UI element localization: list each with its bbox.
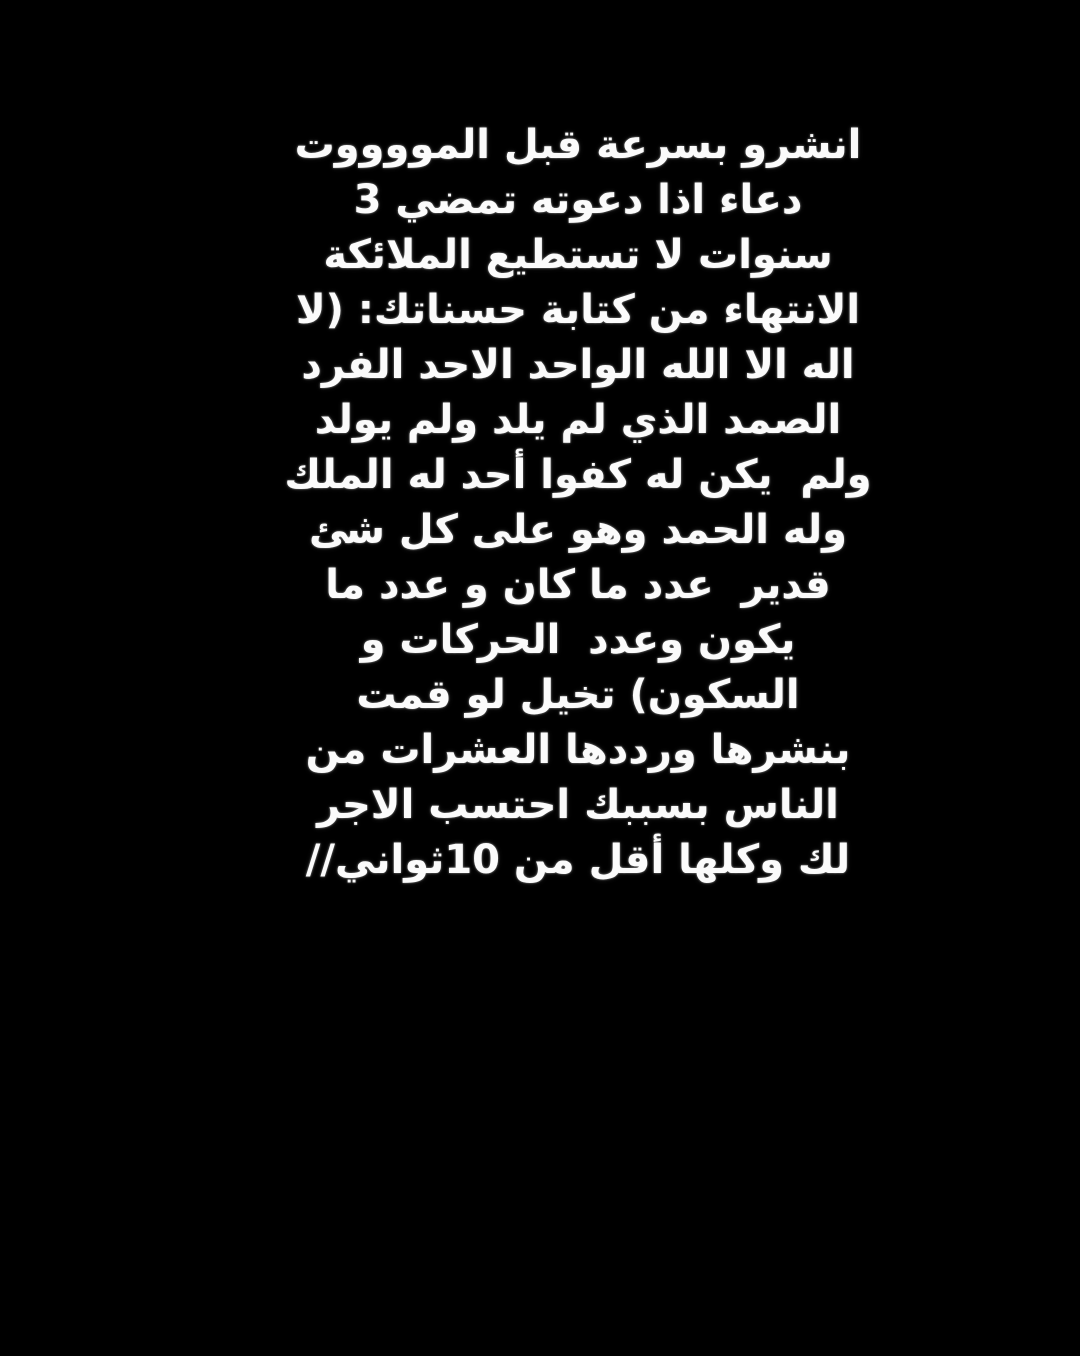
- text-line: وله الحمد وهو على كل شئ: [308, 507, 847, 553]
- text-line: الصمد الذي لم يلد ولم يولد: [314, 397, 842, 443]
- text-line: قدير عدد ما كان و عدد ما: [325, 562, 831, 608]
- text-line: الناس بسببك احتسب الاجر: [317, 782, 839, 828]
- text-line: الانتهاء من كتابة حسناتك: (لا: [295, 287, 861, 333]
- text-line: السكون) تخيل لو قمت: [356, 672, 800, 718]
- text-line: سنوات لا تستطيع الملائكة: [323, 232, 833, 278]
- text-line: لك وكلها أقل من 10ثواني//: [305, 837, 851, 883]
- text-line: يكون وعدد الحركات و: [360, 617, 796, 663]
- text-line: بنشرها ورددها العشرات من: [305, 727, 851, 773]
- text-line: اله الا الله الواحد الاحد الفرد: [301, 342, 855, 388]
- arabic-text-block: [0, 118, 1080, 888]
- text-line: ولم يكن له كفوا أحد له الملك: [284, 452, 872, 498]
- text-line: انشرو بسرعة قبل المووووت: [294, 122, 862, 168]
- text-line: دعاء اذا دعوته تمضي 3: [353, 177, 803, 223]
